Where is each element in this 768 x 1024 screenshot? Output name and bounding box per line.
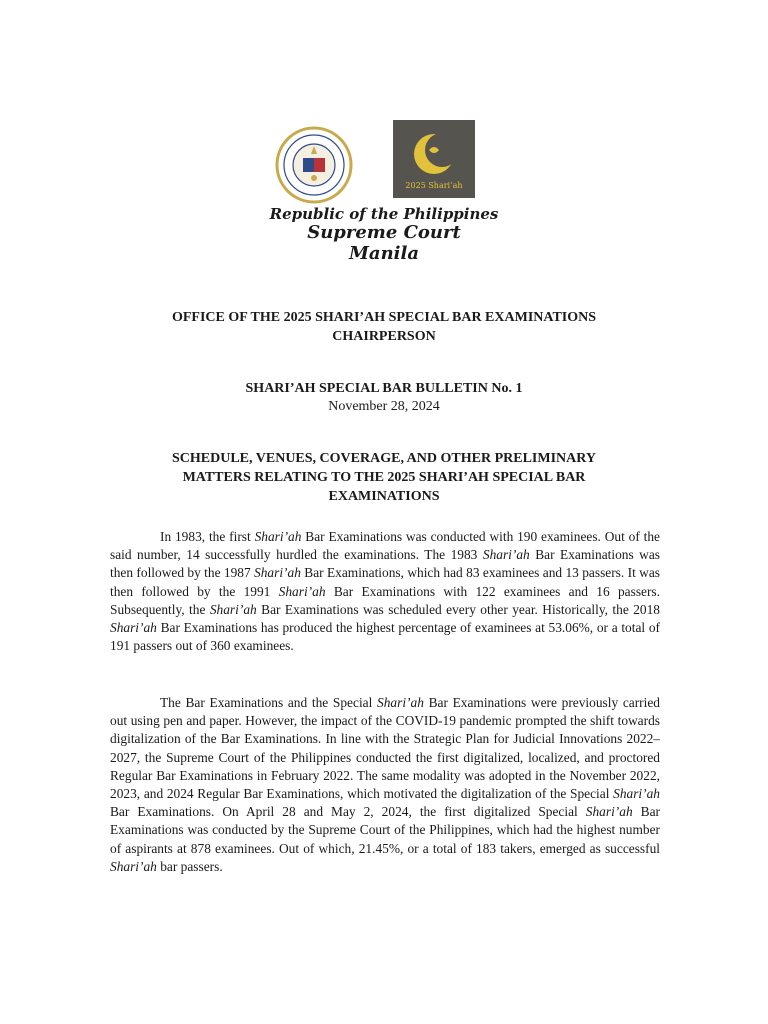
logos-row: [0, 120, 768, 200]
italic-term: Shari’ah: [254, 529, 302, 544]
paragraph-text: Bar Examinations was scheduled every other year. Historically, the 2018: [256, 601, 660, 617]
paragraph-text: Bar Examinations, which had 83 examinees and 13 passers. It was then followed by the 1991: [110, 565, 660, 599]
italic-term: Shari’ah: [209, 601, 257, 617]
italic-term: Shari’ah: [613, 786, 660, 802]
italic-term: Shari’ah: [254, 565, 301, 581]
paragraph-text: Bar Examinations with 122 examinees and 16 passers. Subsequently, the: [110, 583, 660, 617]
bulletin-title: SHARI’AH SPECIAL BAR BULLETIN No. 1: [245, 381, 523, 396]
court-heading: [0, 206, 768, 265]
emblem-label: 2025 Shari’ah: [405, 181, 463, 190]
paragraph-text: bar passers.: [156, 858, 223, 874]
bulletin-date: November 28, 2024: [328, 399, 440, 414]
italic-term: Shari’ah: [110, 620, 157, 636]
italic-term: Shari’ah: [377, 695, 424, 710]
paragraph-text: Bar Examinations was then followed by the 1987: [110, 547, 661, 581]
italic-term: Shari’ah: [110, 858, 157, 874]
paragraph-text: Bar Examinations has produced the highest percentage of examinees at 53.06%, or a total of 191 passers out of 360 examinees.: [110, 620, 660, 654]
paragraph-text: Bar Examinations. On April 28 and May 2, 2024, the first digitalized Special: [110, 804, 586, 820]
paragraph-text: The Bar Examinations and the Special: [160, 695, 378, 710]
subject-title: [140, 449, 628, 506]
italic-term: Shari’ah: [482, 547, 530, 563]
heading-manila: Manila: [348, 242, 419, 264]
paragraph-1: [110, 528, 660, 655]
bulletin-block: [120, 380, 648, 416]
italic-term: Shari’ah: [585, 804, 633, 820]
office-line-1: OFFICE OF THE 2025 SHARI’AH SPECIAL BAR EXAMINATIONS: [171, 310, 597, 325]
subject-line-1: SCHEDULE, VENUES, COVERAGE, AND OTHER PRELIMINARY: [172, 451, 596, 466]
heading-supreme-court: Supreme Court: [307, 222, 461, 244]
paragraph-text: Bar Examinations was conducted by the Supreme Court of the Philippines, which had the highest number of aspirants at 878 examinees. Out of which, 21.45%, or a total of 183 takers, emerged as successful: [110, 804, 660, 856]
shariah-bar-crescent-emblem-icon: [393, 120, 475, 198]
subject-line-3: EXAMINATIONS: [328, 489, 440, 504]
office-line-2: CHAIRPERSON: [332, 329, 436, 344]
paragraph-2: [110, 694, 660, 876]
heading-republic: Republic of the Philippines: [269, 205, 499, 223]
italic-term: Shari’ah: [278, 583, 326, 599]
subject-line-2: MATTERS RELATING TO THE 2025 SHARI’AH SPECIAL BAR: [182, 470, 586, 485]
supreme-court-seal-icon: [275, 126, 353, 204]
paragraph-text: Bar Examinations was conducted with 190 examinees. Out of the said number, 14 successfully hurdled the examinations. The 1983: [110, 529, 661, 563]
office-title: [120, 308, 648, 346]
paragraph-text: In 1983, the first: [160, 529, 255, 544]
paragraph-text: Bar Examinations were previously carried out using pen and paper. However, the impact of the COVID-19 pandemic prompted the shift towards digitalization of the Bar Examinations. In line with the Strategic Plan for Judicial Innovations 2022–2027, the Supreme Court of the Philippines conducted the first digitalized, localized, and proctored Regular Bar Examinations in February 2022. The same modality was adopted in the November 2022, 2023, and 2024 Regular Bar Examinations, which motivated the digitalization of the Special: [110, 695, 661, 802]
